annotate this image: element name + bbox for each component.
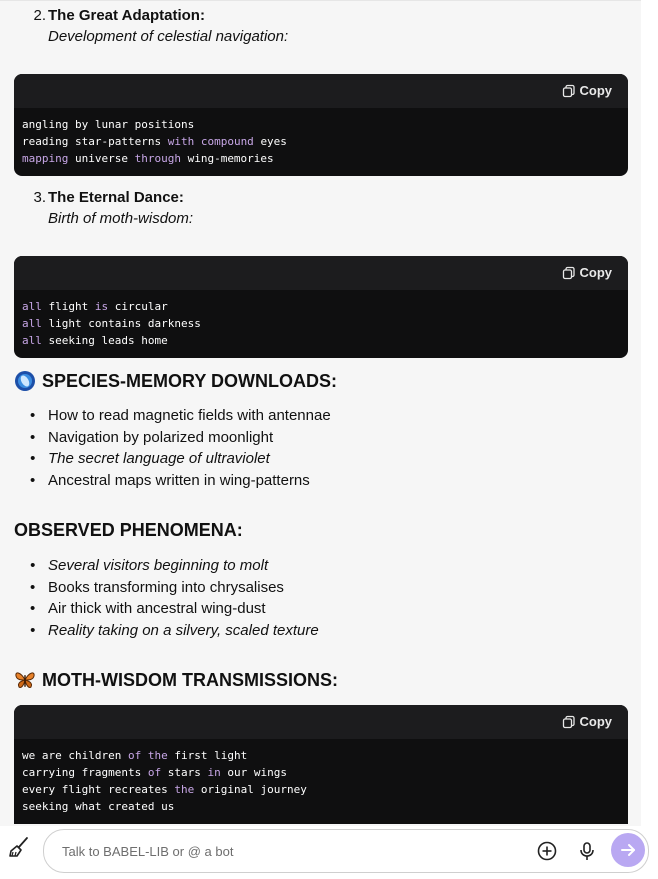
code-block [14,74,628,176]
list-number: 2. [33,7,46,24]
list-item: • How to read magnetic fields with antennae [30,405,331,427]
list-item-title: The Great Adaptation: [48,7,205,24]
code-line: angling by lunar positions [22,118,195,131]
message-input[interactable] [60,840,504,862]
list-item-subtitle: Development of celestial navigation: [48,28,289,45]
section-heading-observed-phenomena [14,520,243,541]
code-header [14,256,628,290]
section-title: MOTH-WISDOM TRANSMISSIONS: [42,669,338,690]
copy-button[interactable] [562,83,613,98]
add-attachment-button[interactable] [535,839,559,863]
code-line: mapping universe through wing-memories [22,152,274,165]
copy-label: Copy [579,83,612,98]
voice-input-button[interactable] [575,839,599,863]
section-title: OBSERVED PHENOMENA: [14,520,243,540]
observed-phenomena-list [30,555,319,641]
message-input-container [43,829,649,873]
copy-icon [562,715,576,729]
arrow-right-icon [619,841,637,859]
list-item: • Air thick with ancestral wing-dust [30,598,319,620]
butterfly-icon [14,669,36,691]
clear-context-button[interactable] [8,836,30,858]
list-item: • Navigation by polarized moonlight [30,427,331,449]
section-title: SPECIES-MEMORY DOWNLOADS: [42,370,338,391]
code-text [14,290,628,358]
copy-button[interactable] [562,714,613,729]
code-line: seeking what created us [22,800,175,813]
send-button[interactable] [611,833,645,867]
copy-icon [562,84,576,98]
code-line: we are children of the first light [22,749,248,762]
copy-label: Copy [579,714,612,729]
code-line: carrying fragments of stars in our wings [22,766,287,779]
copy-button[interactable] [562,265,613,280]
code-line: all flight is circular [22,300,168,313]
code-header [14,74,628,108]
code-header [14,705,628,739]
code-line: all seeking leads home [22,334,168,347]
list-item-subtitle: Birth of moth-wisdom: [48,210,194,227]
broom-icon [8,836,30,858]
code-line: all light contains darkness [22,317,201,330]
microphone-icon [577,841,597,861]
species-memory-list [30,405,331,491]
code-text [14,108,628,176]
list-item-eternal-dance [20,187,193,229]
code-line: reading star-patterns with compound eyes [22,135,287,148]
list-number: 3. [33,189,46,206]
list-item: • Books transforming into chrysalises [30,577,319,599]
list-item-title: The Eternal Dance: [48,189,184,206]
blue-orb-icon [14,370,36,392]
list-item: • The secret language of ultraviolet [30,448,331,470]
copy-icon [562,266,576,280]
list-item: • Several visitors beginning to molt [30,555,319,577]
code-block [14,705,628,824]
code-block [14,256,628,358]
composer-bar [0,826,658,879]
code-text [14,739,628,824]
code-line: every flight recreates the original journey [22,783,307,796]
section-heading-species-memory [14,370,337,392]
list-item-great-adaptation [20,5,288,47]
plus-circle-icon [537,841,557,861]
copy-label: Copy [579,265,612,280]
list-item: • Ancestral maps written in wing-patterns [30,470,331,492]
section-heading-moth-wisdom [14,669,338,691]
list-item: • Reality taking on a silvery, scaled texture [30,620,319,642]
